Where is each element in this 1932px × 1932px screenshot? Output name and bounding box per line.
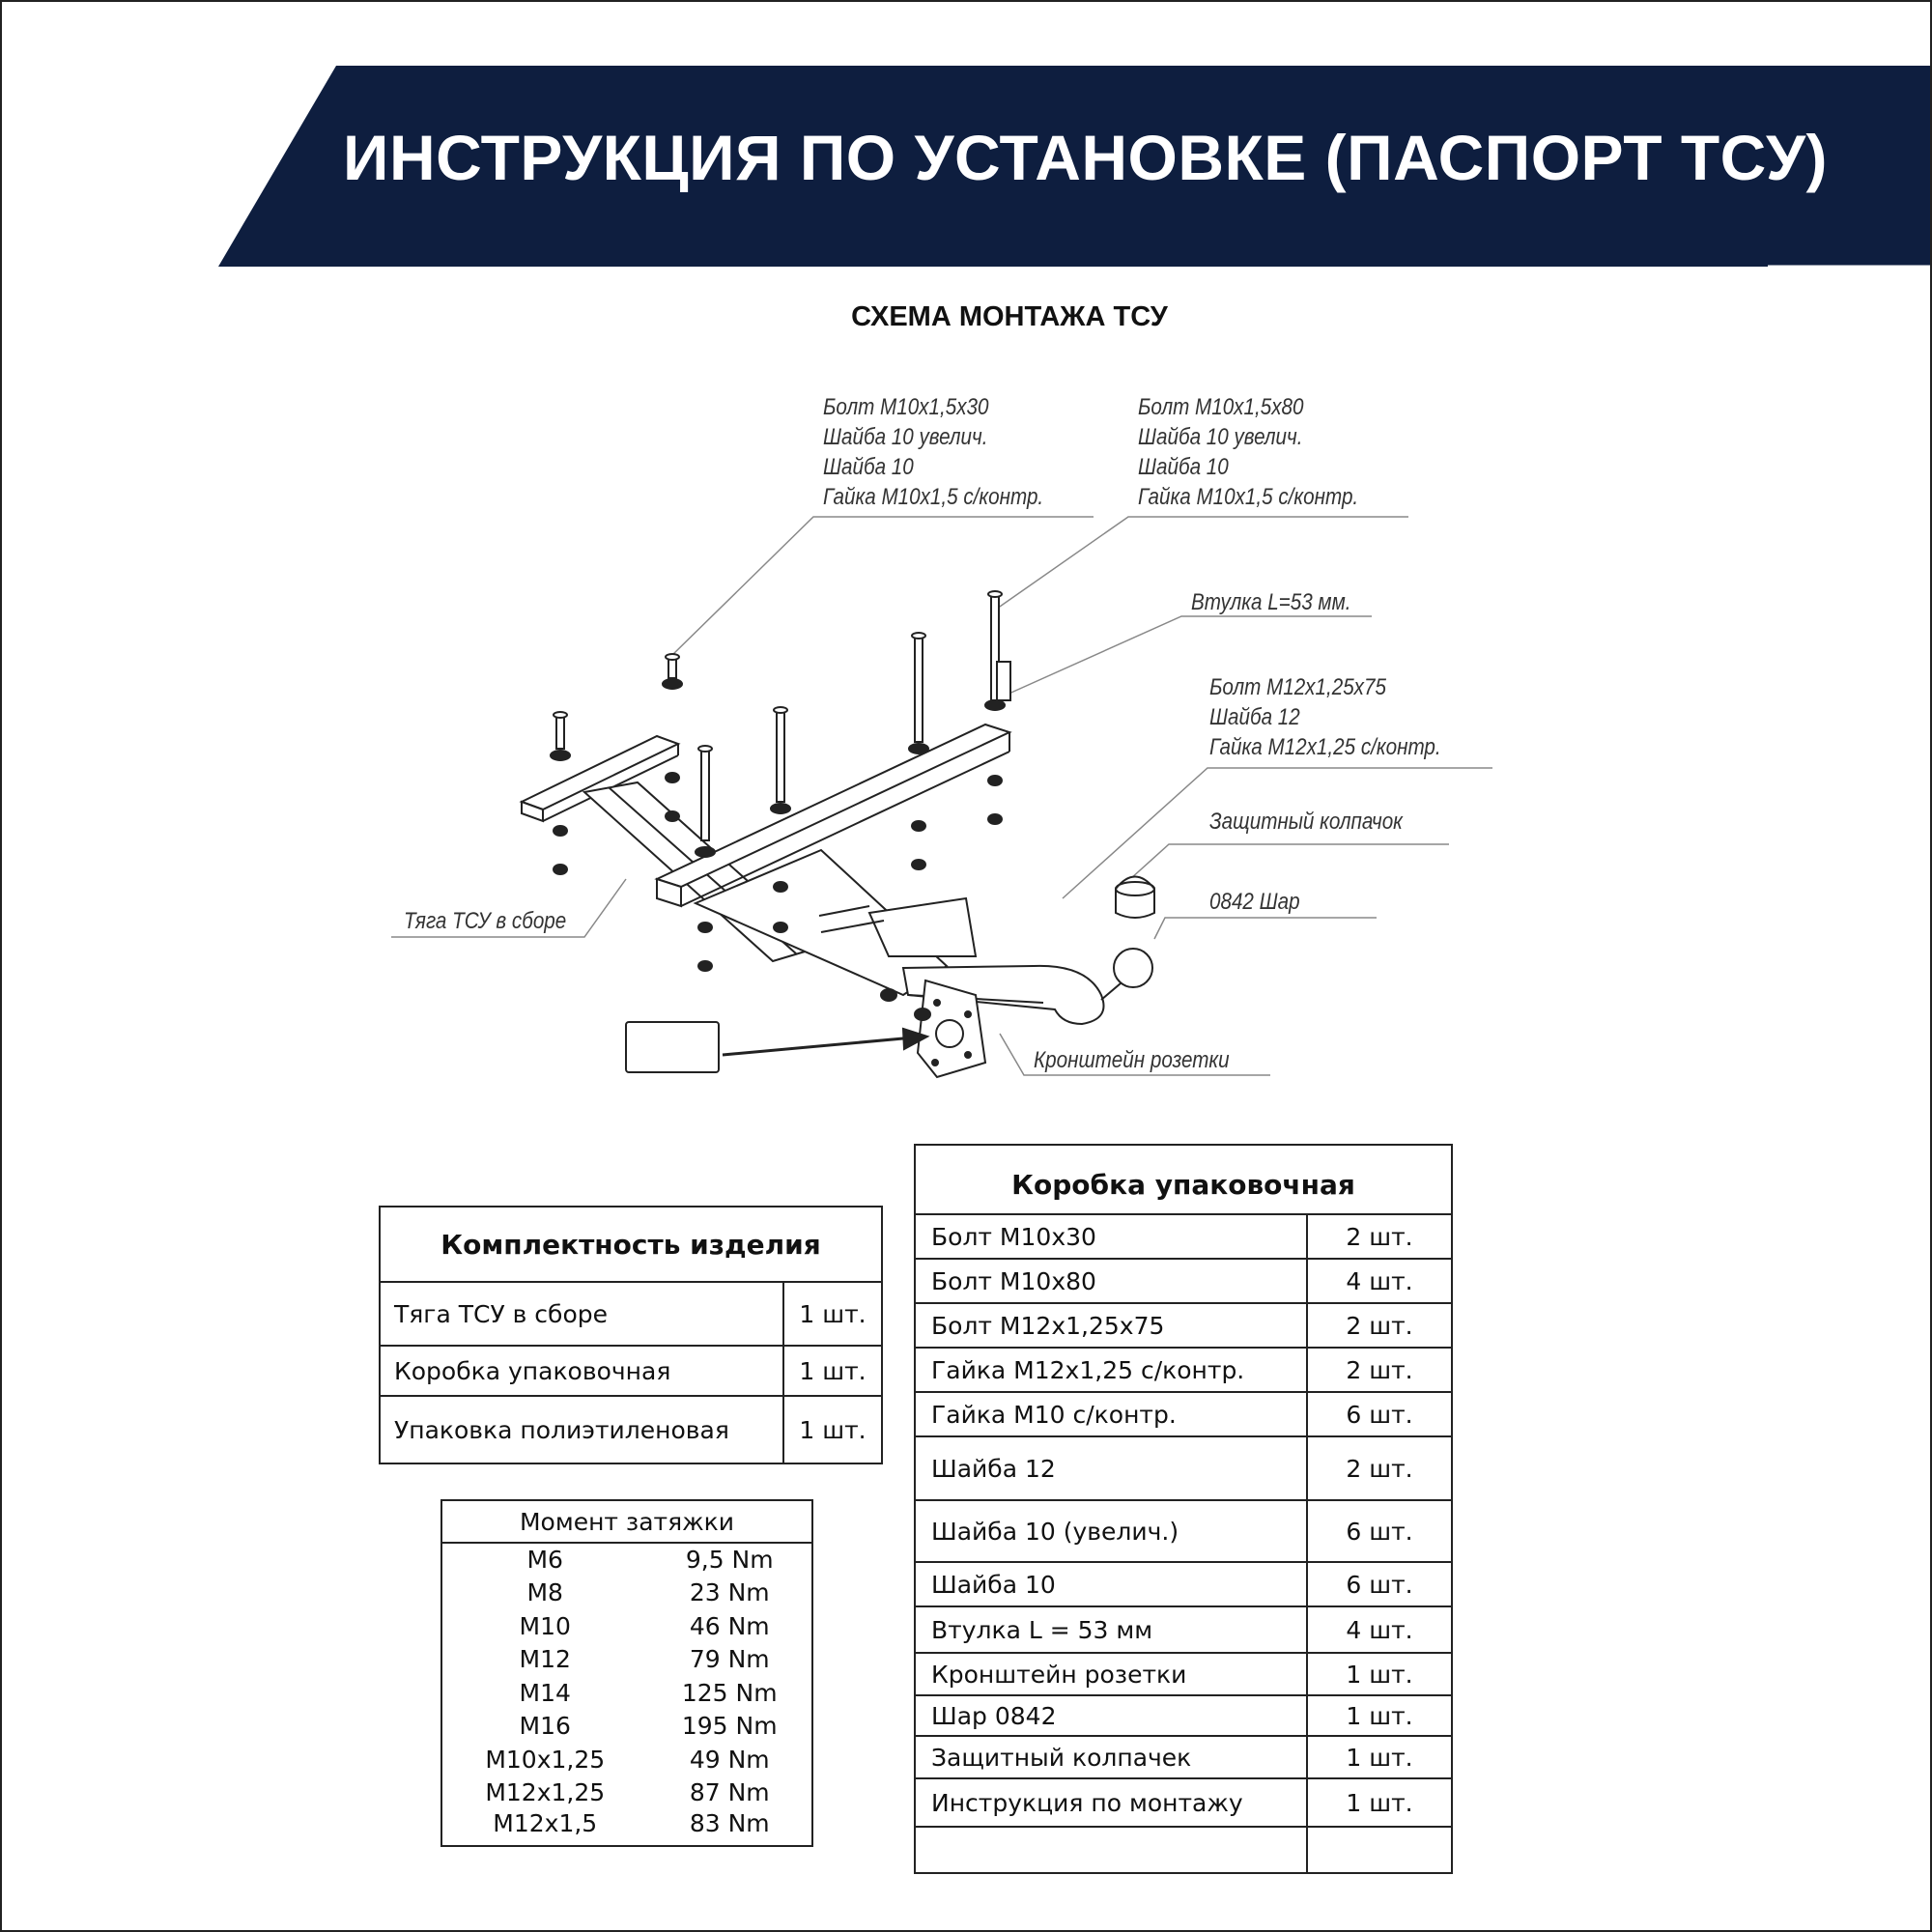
box-item-name: Шайба 10 (увелич.) [915,1500,1307,1562]
kit-table [379,1206,883,1464]
table-row [915,1214,1452,1259]
torque-size: M12x1,25 [485,1778,606,1807]
table-row [441,1710,812,1744]
table-row [915,1259,1452,1303]
torque-table-title: Момент затяжки [441,1500,812,1543]
box-item-name: Кронштейн розетки [915,1653,1307,1695]
mounting-diagram [367,377,1526,1092]
table-row [441,1809,812,1846]
torque-size: M10 [519,1611,571,1640]
torque-value: 83 Nm [689,1809,770,1837]
box-item-qty: 4 шт. [1307,1259,1452,1303]
callout-bolt-m10x80: Болт М10х1,5х80 Шайба 10 увелич. Шайба 10 Гайка М10х1,5 с/контр. [1138,394,1359,510]
table-row [915,1436,1452,1500]
box-item-qty: 1 шт. [1307,1778,1452,1827]
box-item-qty: 2 шт. [1307,1348,1452,1392]
torque-size: M10x1,25 [485,1745,606,1774]
box-item-qty: 6 шт. [1307,1500,1452,1562]
table-row [380,1346,882,1396]
box-table [914,1144,1453,1874]
table-row [441,1643,812,1677]
torque-size: M12 [519,1645,571,1674]
box-item-qty [1307,1827,1452,1873]
table-row [441,1609,812,1643]
box-item-qty: 4 шт. [1307,1606,1452,1653]
scheme-title: СХЕМА МОНТАЖА ТСУ [851,301,1168,332]
box-item-name: Защитный колпачек [915,1736,1307,1778]
kit-item-name: Коробка упаковочная [380,1346,783,1396]
box-item-qty: 2 шт. [1307,1303,1452,1348]
kit-item-qty: 1 шт. [783,1346,882,1396]
kit-item-name: Упаковка полиэтиленовая [380,1396,783,1463]
callout-ball: 0842 Шар [1209,889,1300,915]
torque-value: 49 Nm [689,1745,770,1774]
kit-table-title: Комплектность изделия [380,1207,882,1282]
torque-value: 9,5 Nm [685,1546,774,1575]
table-row [441,1676,812,1710]
torque-value: 125 Nm [681,1678,778,1707]
table-row [380,1282,882,1346]
box-item-name: Гайка М12х1,25 с/контр. [915,1348,1307,1392]
torque-size: M16 [519,1712,571,1741]
torque-table [440,1499,813,1847]
tow-ball [1101,949,1152,1000]
box-item-name: Инструкция по монтажу [915,1778,1307,1827]
kit-item-name: Тяга ТСУ в сборе [380,1282,783,1346]
callout-bar: Тяга ТСУ в сборе [404,908,567,934]
callout-bolt-m10x30: Болт М10х1,5х30 Шайба 10 увелич. Шайба 10 Гайка М10х1,5 с/контр. [823,394,1044,510]
torque-value: 23 Nm [689,1578,770,1607]
header-banner [0,0,1932,280]
torque-value: 87 Nm [689,1778,770,1807]
table-row [441,1543,812,1577]
box-item-qty: 1 шт. [1307,1695,1452,1736]
box-item-name: Втулка L = 53 мм [915,1606,1307,1653]
box-item-qty: 2 шт. [1307,1214,1452,1259]
torque-value: 79 Nm [689,1645,770,1674]
table-row [915,1562,1452,1606]
table-row [380,1396,882,1463]
box-item-name: Болт М10х80 [915,1259,1307,1303]
box-item-qty: 2 шт. [1307,1436,1452,1500]
torque-size: M12x1,5 [493,1809,598,1837]
table-row [915,1303,1452,1348]
callout-sleeve: Втулка L=53 мм. [1191,589,1351,615]
box-item-name: Шайба 12 [915,1436,1307,1500]
socket-bracket [918,980,985,1077]
table-row [915,1827,1452,1873]
box-item-qty: 1 шт. [1307,1736,1452,1778]
torque-value: 195 Nm [681,1712,778,1741]
socket-box [626,1022,927,1072]
callout-bolt-m12: Болт М12х1,25х75 Шайба 12 Гайка М12х1,25 с/контр. [1209,674,1441,760]
callout-cap: Защитный колпачок [1209,809,1403,835]
box-item-name: Шар 0842 [915,1695,1307,1736]
box-item-name: Болт М10х30 [915,1214,1307,1259]
kit-item-qty: 1 шт. [783,1282,882,1346]
box-table-title: Коробка упаковочная [915,1145,1452,1214]
table-row [915,1695,1452,1736]
table-row [915,1778,1452,1827]
torque-size: M6 [526,1546,563,1575]
torque-value: 46 Nm [689,1611,770,1640]
table-row [441,1743,812,1776]
table-row [915,1348,1452,1392]
table-row [441,1776,812,1810]
box-item-qty: 1 шт. [1307,1653,1452,1695]
box-item-qty: 6 шт. [1307,1392,1452,1436]
protective-cap [1116,877,1154,919]
page-title: ИНСТРУКЦИЯ ПО УСТАНОВКЕ (ПАСПОРТ ТСУ) [343,122,1828,193]
table-row [441,1577,812,1610]
torque-size: M14 [519,1678,571,1707]
table-row [915,1392,1452,1436]
kit-item-qty: 1 шт. [783,1396,882,1463]
box-item-name: Шайба 10 [915,1562,1307,1606]
table-row [915,1606,1452,1653]
table-row [915,1500,1452,1562]
box-item-name: Гайка М10 с/контр. [915,1392,1307,1436]
table-row [915,1736,1452,1778]
box-item-qty: 6 шт. [1307,1562,1452,1606]
box-item-name [915,1827,1307,1873]
box-item-name: Болт М12х1,25х75 [915,1303,1307,1348]
torque-size: M8 [526,1578,563,1607]
table-row [915,1653,1452,1695]
callout-socket-bracket: Кронштейн розетки [1034,1047,1230,1073]
